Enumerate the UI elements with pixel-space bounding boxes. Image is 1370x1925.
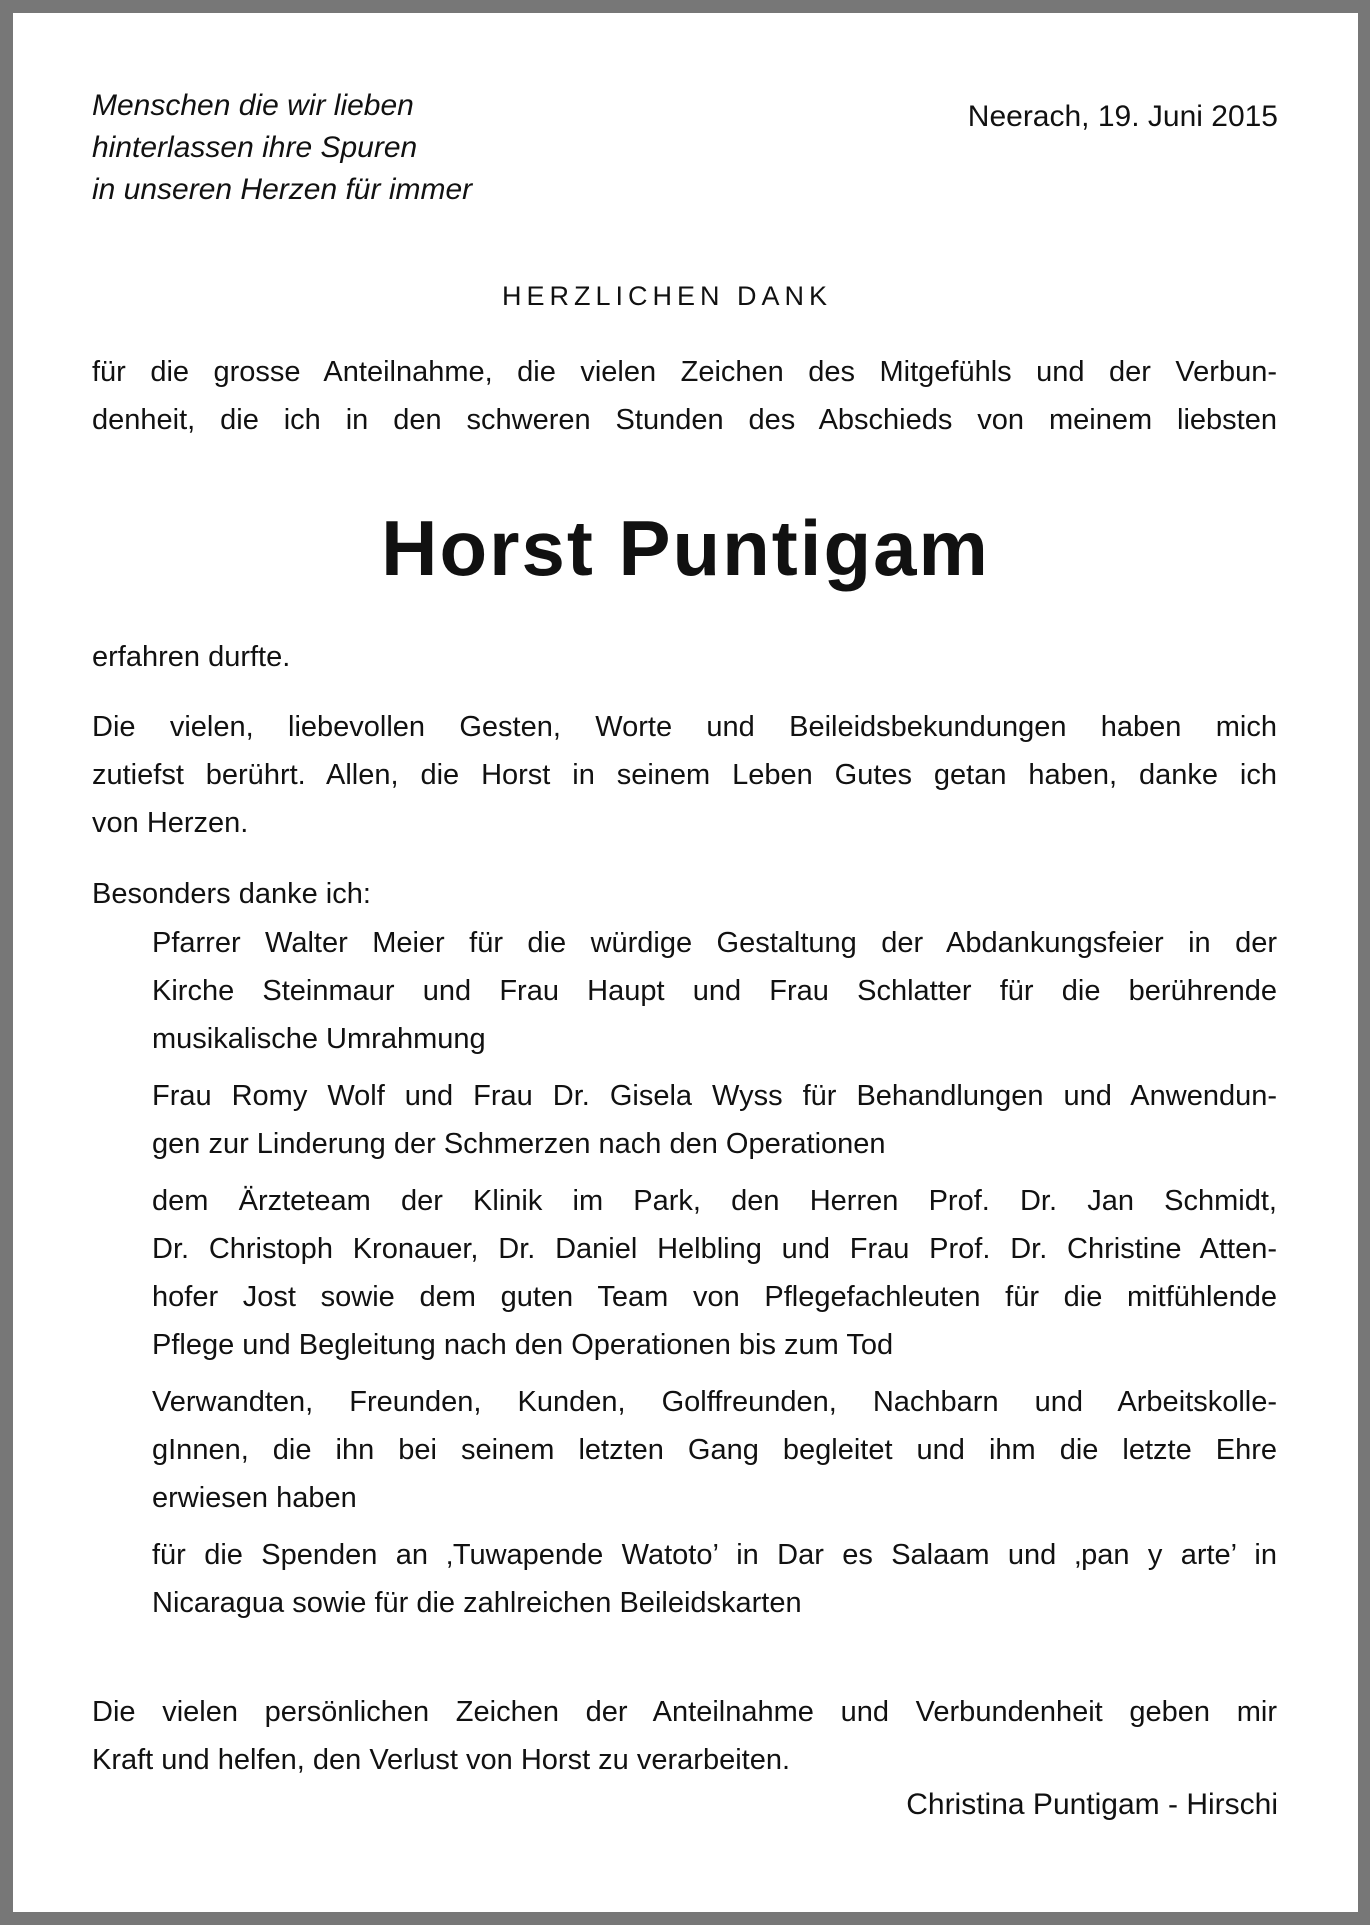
- document-page: [13, 13, 1358, 1912]
- text-line: Kirche Steinmaur und Frau Haupt und Frau Schlatter für die berührende: [152, 975, 1277, 1007]
- text-line: gen zur Linderung der Schmerzen nach den Operationen: [152, 1128, 886, 1160]
- text-line: Menschen die wir lieben: [92, 89, 414, 122]
- text-line: denheit, die ich in den schweren Stunden des Abschieds von meinem liebsten: [92, 404, 1277, 436]
- date: Neerach, 19. Juni 2015: [967, 100, 1278, 133]
- list-item: [152, 919, 1277, 1063]
- thanks-list: [152, 919, 1277, 1636]
- text-line: Besonders danke ich:: [92, 878, 371, 910]
- deceased-name: Horst Puntigam: [381, 504, 990, 592]
- intro-paragraph: [92, 348, 1277, 444]
- thanks-paragraph: [92, 703, 1277, 847]
- list-item: [152, 1177, 1277, 1369]
- text-line: erwiesen haben: [152, 1482, 357, 1514]
- text-line: Kraft und helfen, den Verlust von Horst zu verarbeiten.: [92, 1744, 791, 1776]
- text-line: Nicaragua sowie für die zahlreichen Beileidskarten: [152, 1587, 802, 1619]
- poem: [92, 85, 472, 211]
- text-line: gInnen, die ihn bei seinem letzten Gang begleitet und ihm die letzte Ehre: [152, 1434, 1277, 1466]
- list-item: [152, 1378, 1277, 1522]
- text-line: Die vielen, liebevollen Gesten, Worte und Beileidsbekundungen haben mich: [92, 711, 1277, 743]
- text-line: für die grosse Anteilnahme, die vielen Zeichen des Mitgefühls und der Verbun-: [92, 356, 1277, 388]
- text-line: Pfarrer Walter Meier für die würdige Gestaltung der Abdankungsfeier in der: [152, 927, 1277, 959]
- text-line: hinterlassen ihre Spuren: [92, 131, 418, 164]
- text-line: für die Spenden an ‚Tuwapende Watoto’ in Dar es Salaam und ‚pan y arte’ in: [152, 1539, 1277, 1571]
- text-line: Dr. Christoph Kronauer, Dr. Daniel Helbling und Frau Prof. Dr. Christine Atten-: [152, 1233, 1277, 1265]
- besonders-label: [92, 870, 1277, 918]
- text-line: hofer Jost sowie dem guten Team von Pflegefachleuten für die mitfühlende: [152, 1281, 1277, 1313]
- text-line: erfahren durfte.: [92, 641, 291, 673]
- list-item: [152, 1531, 1277, 1627]
- text-line: zutiefst berührt. Allen, die Horst in seinem Leben Gutes getan haben, danke ich: [92, 759, 1277, 791]
- text-line: Frau Romy Wolf und Frau Dr. Gisela Wyss für Behandlungen und Anwendun-: [152, 1080, 1277, 1112]
- text-line: Pflege und Begleitung nach den Operationen bis zum Tod: [152, 1329, 894, 1361]
- text-line: Verwandten, Freunden, Kunden, Golffreunden, Nachbarn und Arbeitskolle-: [152, 1386, 1277, 1418]
- signature: Christina Puntigam - Hirschi: [906, 1788, 1278, 1821]
- text-line: von Herzen.: [92, 807, 249, 839]
- text-line: in unseren Herzen für immer: [92, 173, 473, 206]
- list-item: [152, 1072, 1277, 1168]
- header-title: HERZLICHEN DANK: [502, 281, 833, 311]
- text-line: musikalische Umrahmung: [152, 1023, 486, 1055]
- closing-paragraph: [92, 1688, 1277, 1784]
- text-line: Die vielen persönlichen Zeichen der Anteilnahme und Verbundenheit geben mir: [92, 1696, 1277, 1728]
- after-name-text: [92, 633, 1277, 681]
- text-line: dem Ärzteteam der Klinik im Park, den Herren Prof. Dr. Jan Schmidt,: [152, 1185, 1277, 1217]
